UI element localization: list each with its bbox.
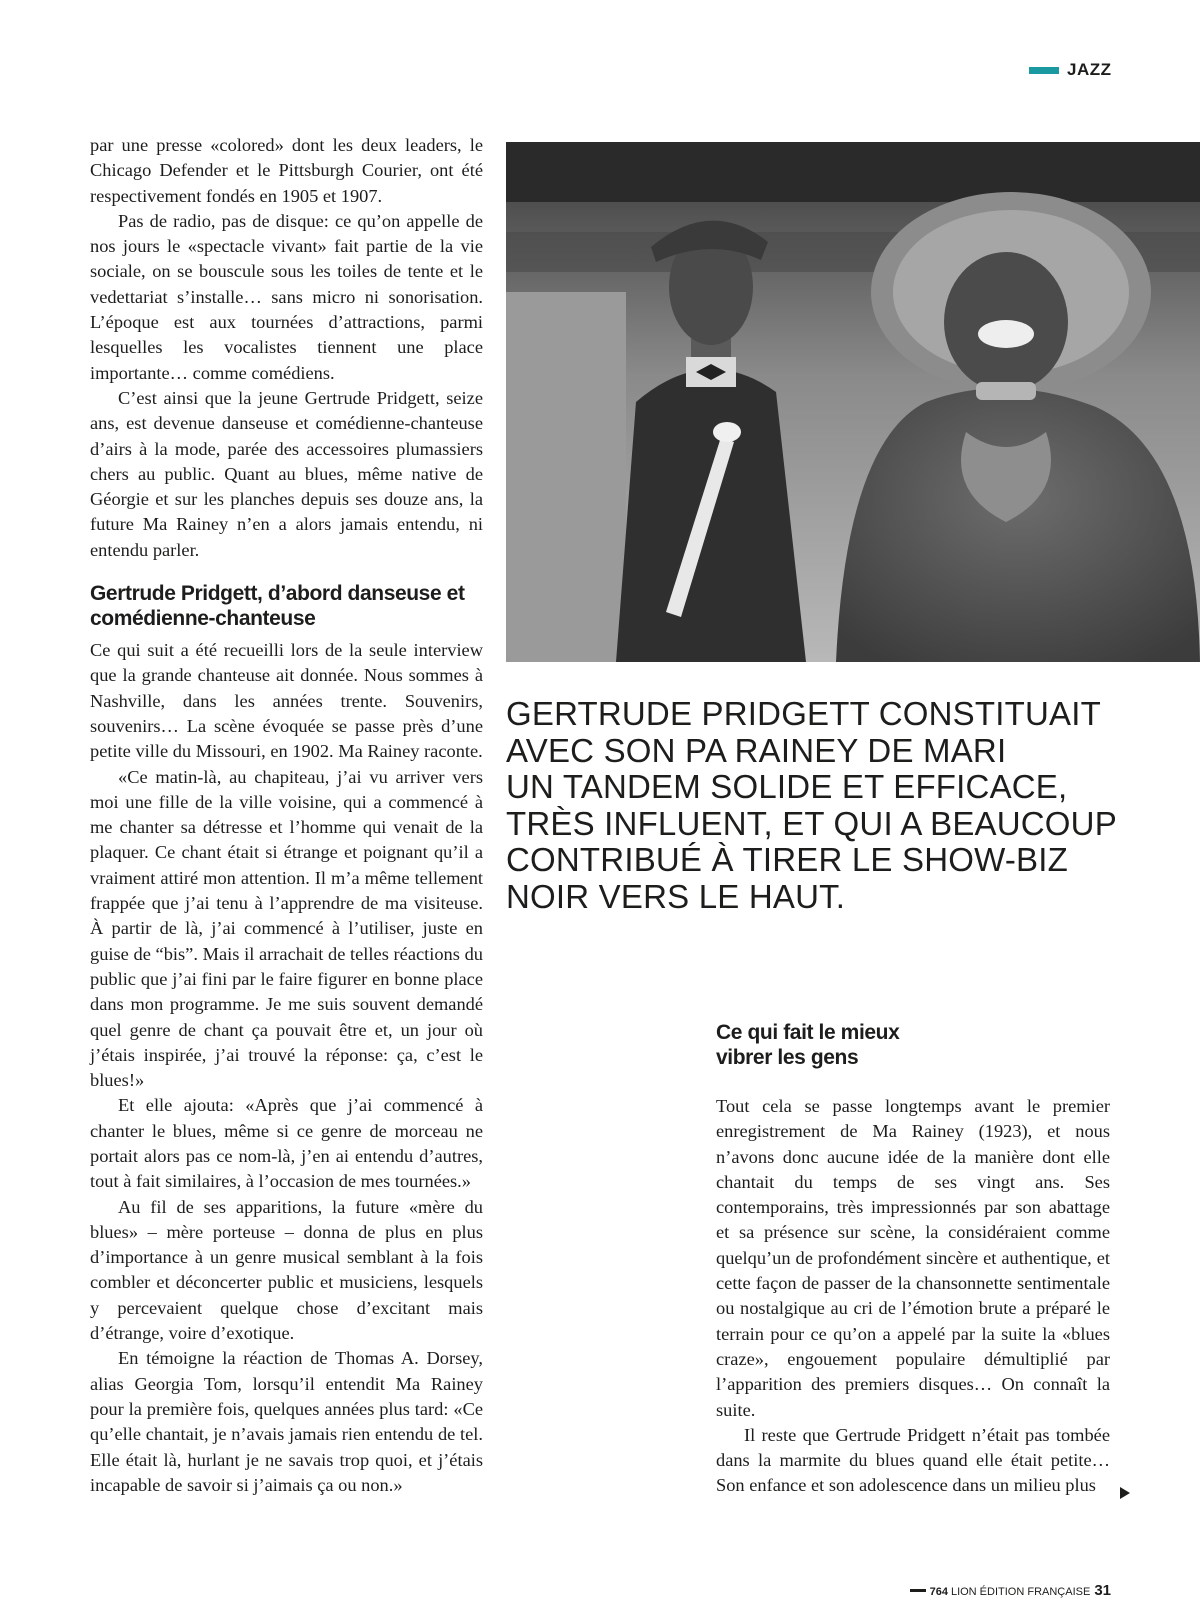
footer-dash [910,1589,926,1592]
paragraph: En témoigne la réaction de Thomas A. Dorsey, alias Georgia Tom, lorsqu’il entendit Ma Rainey pour la première fois, quelques années plus tard: «Ce qu’elle chantait, je n’avais jamais rien entendu de tel. Elle était là, hurlant je ne savais trop quoi, et j’étais incapable de savoir si j’aimais ça ou non.» [90,1348,483,1495]
left-column [90,133,483,1498]
pull-quote-line: AVEC SON PA RAINEY DE MARI [506,731,1007,769]
archival-photo [506,142,1200,662]
right-column [716,1020,1110,1499]
section-label: JAZZ [1067,60,1112,79]
paragraph: Ce qui suit a été recueilli lors de la seule interview que la grande chanteuse ait donnée. Nous sommes à Nashville, dans les années trente. Souvenirs, souvenirs… La scène évoquée se passe près d’une petite ville du Missouri, en 1902. Ma Rainey raconte. [90,640,483,762]
issue-number: 764 [929,1586,948,1598]
pull-quote-line: NOIR VERS LE HAUT. [506,877,846,915]
paragraph: C’est ainsi que la jeune Gertrude Pridgett, seize ans, est devenue danseuse et comédienne-chanteuse d’airs à la mode, parée des accessoires plumassiers chers au public. Quant au blues, même native de Géorgie et sur les planches depuis ses douze ans, la future Ma Rainey n’en a alors jamais entendu, ni entendu parler. [90,387,483,560]
pull-quote [506,696,1146,915]
paragraph: «Ce matin-là, au chapiteau, j’ai vu arriver vers moi une fille de la ville voisine, qui a commencé à me chanter sa détresse et l’homme qui venait de la plaquer. Ce chant était si étrange et poignant qu’il a vraiment attiré mon attention. Il m’a même tellement frappée que j’ai tenu à l’apprendre de ma visiteuse. À partir de là, j’ai commencé à l’utiliser, juste en guise de “bis”. Mais il arrachait de telles réactions du public que j’ai fini par le faire figurer en bonne place dans mon programme. Je me suis souvent demandé quel genre de chant ça pouvait être et, un jour où j’étais inspirée, j’ai trouvé la réponse: ça, c’est le blues!» [90,766,483,1091]
magazine-name: LION ÉDITION FRANÇAISE [950,1586,1091,1598]
paragraph: Au fil de ses apparitions, la future «mère du blues» – mère porteuse – donna de plus en plus d’importance à un genre musical semblant à la fois combler et déconcerter public et musiciens, lesquels y percevaient quelque chose d’excitant mais d’étrange, voire d’exotique. [90,1196,483,1344]
pull-quote-line: TRÈS INFLUENT, ET QUI A BEAUCOUP [506,804,1117,842]
subheading: Gertrude Pridgett, d’abord danseuse et comédienne-chanteuse [90,582,465,631]
section-tag [1029,60,1112,80]
paragraph: par une presse «colored» dont les deux leaders, le Chicago Defender et le Pittsburgh Courier, ont été respectivement fondés en 1905 et 1907. [90,135,483,206]
page-footer [910,1582,1111,1599]
pull-quote-line: UN TANDEM SOLIDE ET EFFICACE, [506,768,1068,805]
subheading: Ce qui fait le mieux vibrer les gens [716,1021,900,1069]
pull-quote-line: CONTRIBUÉ À TIRER LE SHOW-BIZ [506,841,1068,878]
page-number: 31 [1094,1582,1111,1599]
continued-arrow-icon [1120,1487,1130,1499]
pull-quote-line: GERTRUDE PRIDGETT CONSTITUAIT [506,695,1101,732]
section-accent-bar [1029,67,1059,74]
paragraph: Pas de radio, pas de disque: ce qu’on appelle de nos jours le «spectacle vivant» fait partie de la vie sociale, on se bouscule sous les toiles de tente et le vedettariat s’installe… sans micro ni sonorisation. L’époque est aux tournées d’attractions, parmi lesquelles les vocalistes tiennent une place importante… comme comédiens. [90,210,483,383]
paragraph: Tout cela se passe longtemps avant le premier enregistrement de Ma Rainey (1923), et nous n’avons donc aucune idée de la manière dont elle chantait du temps de ses vingt ans. Ses contemporains, très impressionnés par son abattage et sa présence sur scène, la considéraient comme quelqu’un de profondément sincère et authentique, et cette façon de passer de la chansonnette sentimentale ou nostalgique au cri de l’émotion brute a préparé le terrain pour ce qu’on a appelé par la suite la «blues craze», engouement populaire démultiplié par l’apparition des premiers disques… On connaît la suite. [716,1096,1110,1420]
photo-illustration [506,142,1200,662]
paragraph: Et elle ajouta: «Après que j’ai commencé à chanter le blues, même si ce genre de morceau ne portait alors pas ce nom-là, j’en ai entendu d’autres, tout à fait similaires, à l’occasion de mes tournées.» [90,1095,483,1192]
paragraph: Il reste que Gertrude Pridgett n’était pas tombée dans la marmite du blues quand elle était petite… Son enfance et son adolescence dans un milieu plus [716,1424,1110,1496]
